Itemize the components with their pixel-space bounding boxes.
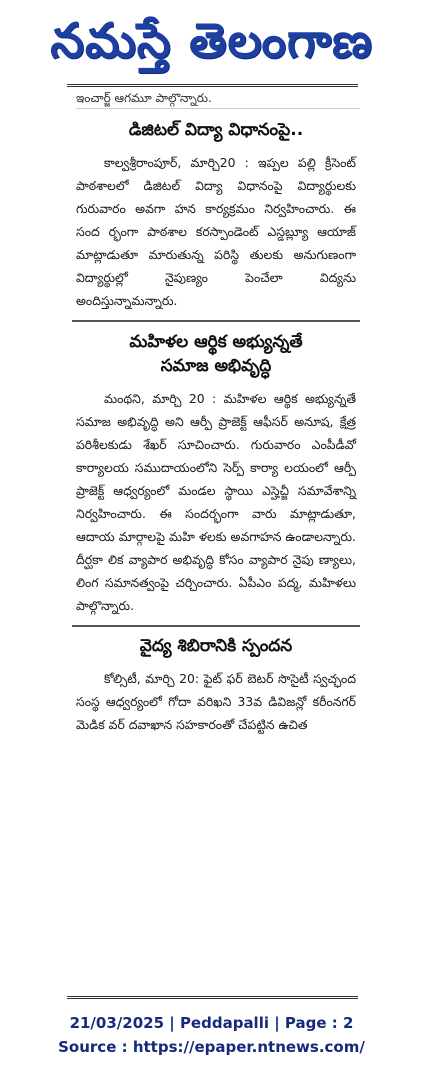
article-separator bbox=[72, 625, 360, 627]
body-digital-education: కాల్వశ్రీరాంపూర్, మార్చి20 : ఇప్పల పల్లి క్రీసెంట్ పాఠశాలలో డిజిటల్ విద్యా విధానంపై విద్యార్థులకు గురువారం అవగా హన కార్యక్రమం నిర్వహించారు. ఈ సంద ర్భంగా పాఠశాల కరస్పాండెంట్ ఎస్డబ్ల్యూ ఆయాజ్ మాట్లాడుతూ మారుతున్న పరిస్థి తులకు అనుగుణంగా విద్యార్థుల్లో నైపుణ్యం పెంచేలా విద్యను అందిస్తున్నామన్నారు. bbox=[76, 154, 356, 308]
masthead-title: నమస్తే తెలంగాణ bbox=[50, 13, 373, 69]
body-medical-camp: కోల్సిటీ, మార్చి 20: ఫైట్ ఫర్ బెటర్ సొసైటీ స్వచ్ఛంద సంస్థ ఆధ్వర్యంలో గోదా వరిఖని 33వ డివిజన్లో కరీంనగర్ మెడిక వర్ దవాఖాన సహకారంతో చేపట్టిన ఉచిత bbox=[76, 670, 356, 732]
headline-women-empowerment bbox=[72, 330, 360, 379]
footer-date-edition: 21/03/2025 | Peddapalli | Page : 2 bbox=[69, 1014, 354, 1032]
bottom-rule bbox=[67, 996, 358, 999]
previous-article-fragment: ఇంచార్జ్ ఆగమూ పాల్గొన్నారు. bbox=[76, 88, 360, 109]
headline-women-line1: మహిళల ఆర్థిక అభ్యున్నతే bbox=[129, 331, 303, 352]
headline-women-line2: సమాజ అభివృద్ధి bbox=[160, 356, 272, 377]
top-rule bbox=[67, 84, 358, 87]
headline-medical-camp: వైద్య శిబిరానికి స్పందన bbox=[139, 636, 293, 657]
masthead bbox=[0, 0, 423, 82]
footer-source-link[interactable]: Source : https://epaper.ntnews.com/ bbox=[58, 1038, 365, 1056]
article-separator bbox=[72, 320, 360, 322]
article-column bbox=[72, 88, 360, 994]
body-women-empowerment: మంథని, మార్చి 20 : మహిళల ఆర్థిక అభ్యున్నతే సమాజ అభివృద్ధి అని ఆర్పీ ప్రాజెక్ట్ ఆఫీసర్ అనూష, క్షేత్ర పరిశీలకుడు శేఖర్ సూచించారు. గురువారం ఎంపీడీవో కార్యాలయ సముదాయంలోని సెర్ప్ కార్యా లయంలో ఆర్పీ ప్రాజెక్ట్ ఆధ్వర్యంలో మండల స్థాయి ఎస్హెచ్జీ సమావేశాన్ని నిర్వహించారు. ఈ సందర్భంగా వారు మాట్లాడుతూ, ఆదాయ మార్గాలపై మహి ళలకు అవగాహన ఉండాలన్నారు. దీర్ఘకా లిక వ్యాపార అభివృద్ధి కోసం వ్యాపార నైపు ణ్యాలు, లింగ సమానత్వంపై చర్చించారు. ఏపీఎం పద్మ, మహిళలు పాల్గొన్నారు. bbox=[76, 391, 356, 614]
headline-digital-education: డిజిటల్ విద్యా విధానంపై.. bbox=[128, 120, 304, 140]
